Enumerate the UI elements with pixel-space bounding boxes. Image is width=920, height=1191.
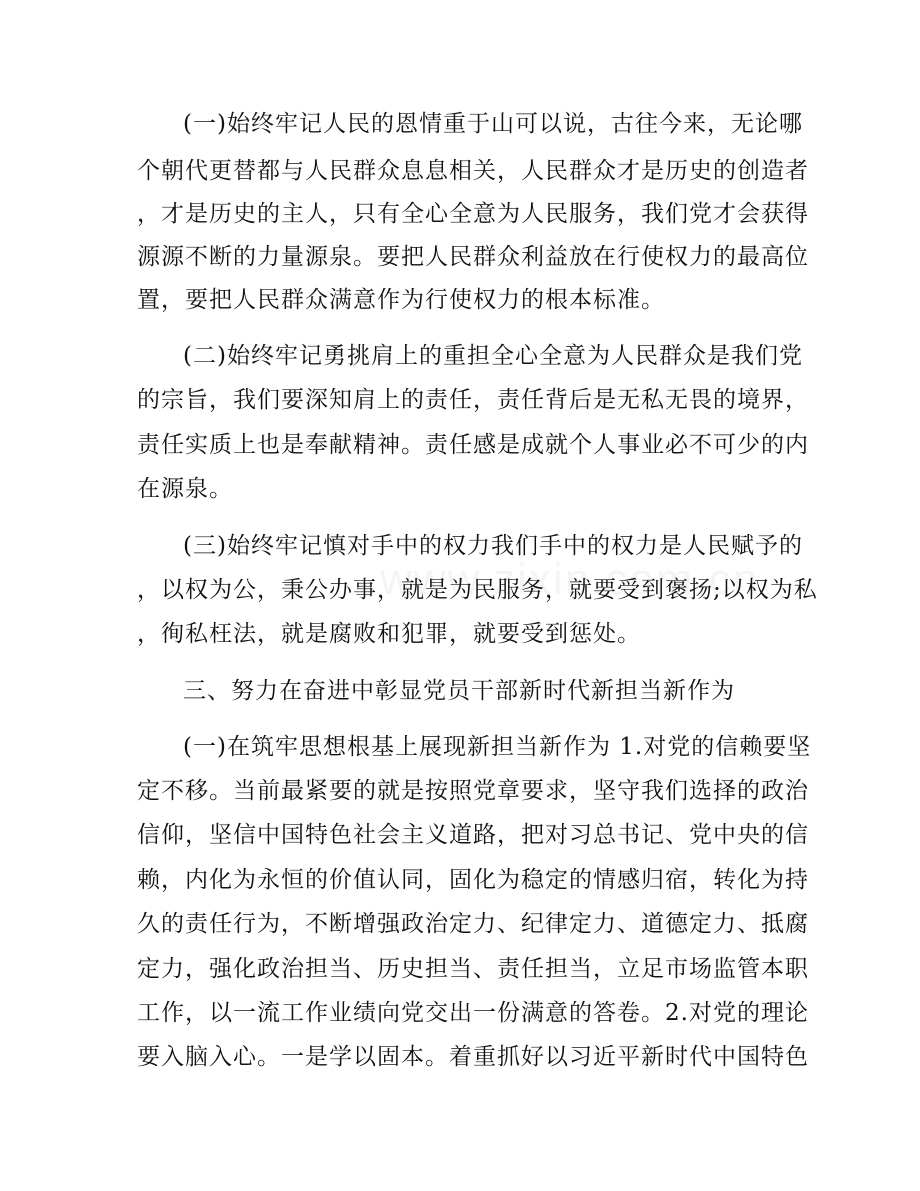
para4-line6: 定力，强化政治担当、历史担当、责任担当，立足市场监管本职: [137, 956, 809, 982]
para4-line4: 赖，内化为永恒的价值认同，固化为稳定的情感归宿，转化为持: [137, 867, 809, 893]
para4-line2: 定不移。当前最紧要的就是按照党章要求，坚守我们选择的政治: [137, 778, 809, 804]
para4-line1: (一)在筑牢思想根基上展现新担当新作为 1.对党的信赖要坚: [183, 734, 812, 760]
para4-line8: 要入脑入心。一是学以固本。着重抓好以习近平新时代中国特色: [137, 1044, 809, 1070]
para4-line3: 信仰，坚信中国特色社会主义道路，把对习总书记、党中央的信: [137, 822, 809, 848]
para2-line3: 责任实质上也是奉献精神。责任感是成就个人事业必不可少的内: [137, 432, 809, 458]
section-heading: 三、努力在奋进中彰显党员干部新时代新担当新作为: [183, 678, 735, 704]
para3-line2: ，以权为公，秉公办事，就是为民服务，就要受到褒扬;以权为私: [137, 577, 818, 603]
para2-line4: 在源泉。: [137, 476, 233, 502]
para2-line1: (二)始终牢记勇挑肩上的重担全心全意为人民群众是我们党: [183, 343, 803, 369]
para2-line2: 的宗旨，我们要深知肩上的责任，责任背后是无私无畏的境界，: [137, 387, 809, 413]
para3-line3: ，徇私枉法，就是腐败和犯罪，就要受到惩处。: [137, 621, 641, 647]
para4-line5: 久的责任行为，不断增强政治定力、纪律定力、道德定力、抵腐: [137, 911, 809, 937]
para3-line1: (三)始终牢记慎对手中的权力我们手中的权力是人民赋予的: [183, 533, 803, 559]
para1-line3: ，才是历史的主人，只有全心全意为人民服务，我们党才会获得: [137, 201, 809, 227]
para1-line2: 个朝代更替都与人民群众息息相关，人民群众才是历史的创造者: [137, 158, 809, 184]
para4-line7: 工作，以一流工作业绩向党交出一份满意的答卷。2.对党的理论: [137, 1000, 809, 1026]
para1-line1: (一)始终牢记人民的恩情重于山可以说，古往今来，无论哪: [183, 111, 803, 137]
para1-line5: 置，要把人民群众满意作为行使权力的根本标准。: [137, 287, 665, 313]
para1-line4: 源源不断的力量源泉。要把人民群众利益放在行使权力的最高位: [137, 244, 809, 270]
